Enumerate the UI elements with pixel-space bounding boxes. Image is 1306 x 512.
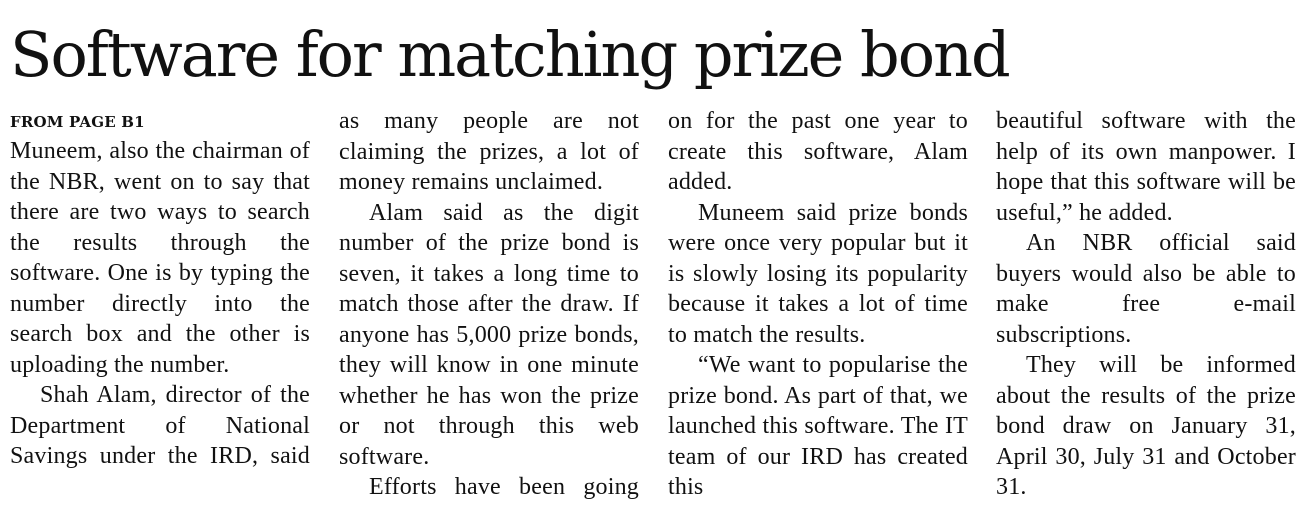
article-column-1 xyxy=(10,106,310,472)
article-column-2 xyxy=(339,106,639,503)
paragraph: beautiful software with the help of its own manpower. I hope that this software will be useful,” he added. xyxy=(996,108,1296,226)
article-column-3 xyxy=(668,106,968,503)
paragraph: Alam said as the digit number of the prize bond is seven, it takes a long time to match those after the draw. If anyone has 5,000 prize bonds, they will know in one minute whether he has won the prize or not through this web software. xyxy=(339,199,639,470)
paragraph: as many people are not claiming the prizes, a lot of money remains unclaimed. xyxy=(339,108,639,195)
headline: Software for matching prize bond xyxy=(10,18,1009,91)
dateline: FROM PAGE B1 xyxy=(10,113,145,131)
paragraph: They will be informed about the results of the prize bond draw on January 31, April 30, July 31 and October 31. xyxy=(996,352,1296,500)
paragraph: Muneem, also the chairman of the NBR, went on to say that there are two ways to search the results through the software. One is by typing the number directly into the search box and the other is uploading the number. xyxy=(10,138,310,378)
paragraph: “We want to popularise the prize bond. As part of that, we launched this software. The IT team of our IRD has created this xyxy=(668,352,968,500)
paragraph: on for the past one year to create this software, Alam added. xyxy=(668,108,968,195)
paragraph: Muneem said prize bonds were once very popular but it is slowly losing its popularity because it takes a lot of time to match the results. xyxy=(668,199,968,348)
paragraph: An NBR official said buyers would also be able to make free e-mail subscriptions. xyxy=(996,230,1296,348)
article-column-4 xyxy=(996,106,1296,503)
paragraph: Efforts have been going xyxy=(369,474,639,500)
paragraph: Shah Alam, director of the Department of National Savings under the IRD, said xyxy=(10,382,310,469)
